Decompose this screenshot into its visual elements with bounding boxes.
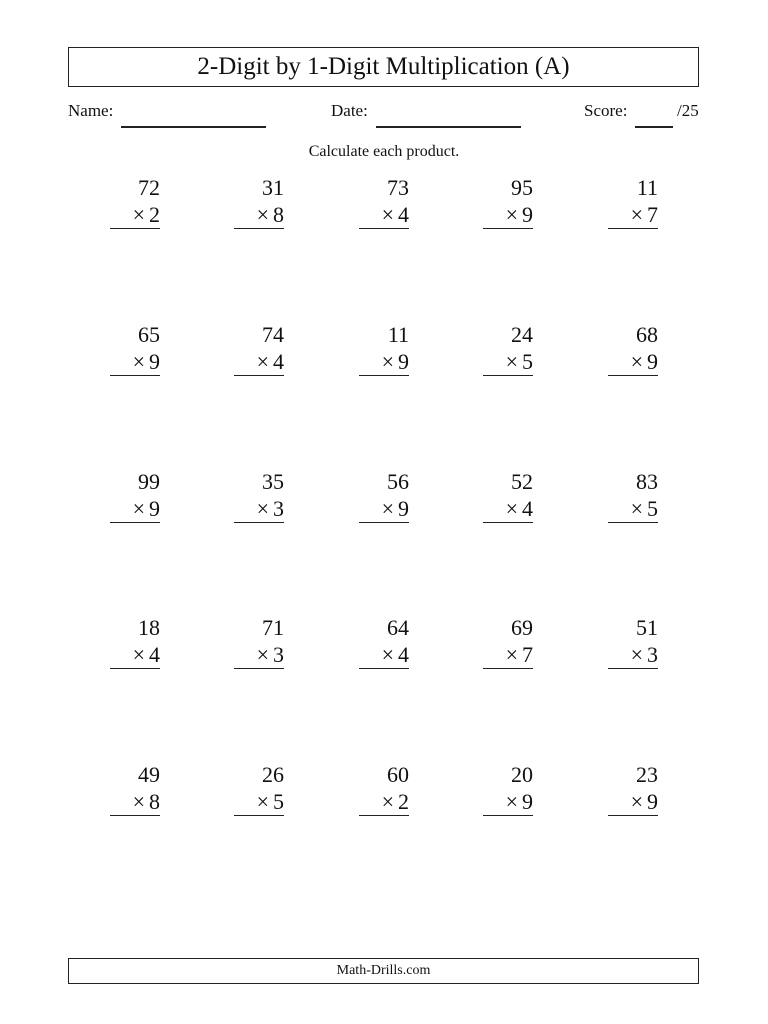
times-sign: × [381,496,394,521]
multiplier-row [110,348,160,376]
multiplicand: 51 [636,615,658,640]
times-sign: × [505,789,518,814]
problem-22 [214,761,284,816]
multiplier-row [110,641,160,669]
multiplier-row [234,495,284,523]
multiplier-row [359,495,409,523]
multiplier-row [483,201,533,229]
times-sign: × [381,789,394,814]
multiplier: 7 [522,642,533,667]
times-sign: × [505,202,518,227]
multiplier-row [608,495,658,523]
multiplier-row [234,348,284,376]
multiplier: 9 [398,349,409,374]
times-sign: × [505,496,518,521]
times-sign: × [256,789,269,814]
times-sign: × [132,202,145,227]
multiplicand: 26 [262,762,284,787]
multiplier: 4 [398,642,409,667]
problem-16 [90,614,160,669]
name-label: Name: [68,101,114,120]
multiplier: 3 [273,642,284,667]
multiplier-row [483,788,533,816]
multiplicand: 73 [387,175,409,200]
multiplicand: 60 [387,762,409,787]
multiplier-row [483,348,533,376]
times-sign: × [256,202,269,227]
multiplier: 4 [398,202,409,227]
multiplier: 9 [522,789,533,814]
times-sign: × [630,642,643,667]
multiplicand: 49 [138,762,160,787]
multiplier-row [359,788,409,816]
problem-11 [90,468,160,523]
multiplicand: 99 [138,469,160,494]
multiplicand: 64 [387,615,409,640]
multiplier: 9 [149,496,160,521]
multiplier: 8 [273,202,284,227]
score-label: Score: [584,101,628,120]
times-sign: × [630,202,643,227]
problem-4 [463,174,533,229]
multiplier: 4 [522,496,533,521]
multiplier: 9 [398,496,409,521]
multiplicand: 11 [387,322,409,347]
multiplier-row [608,788,658,816]
problem-8 [339,321,409,376]
multiplier: 8 [149,789,160,814]
multiplier-row [483,641,533,669]
times-sign: × [381,202,394,227]
multiplicand: 74 [262,322,284,347]
multiplicand: 20 [511,762,533,787]
problem-12 [214,468,284,523]
multiplier-row [608,201,658,229]
times-sign: × [132,642,145,667]
multiplier-row [234,788,284,816]
multiplier-row [359,348,409,376]
multiplicand: 83 [636,469,658,494]
times-sign: × [630,349,643,374]
multiplier: 2 [398,789,409,814]
multiplier-row [110,788,160,816]
multiplicand: 71 [262,615,284,640]
problem-5 [588,174,658,229]
problem-1 [90,174,160,229]
multiplier-row [359,201,409,229]
multiplier: 3 [273,496,284,521]
multiplier: 5 [647,496,658,521]
multiplier: 5 [273,789,284,814]
multiplier-row [110,201,160,229]
multiplier: 4 [149,642,160,667]
multiplicand: 68 [636,322,658,347]
multiplier-row [483,495,533,523]
footer [68,958,699,984]
date-label: Date: [331,101,368,120]
multiplier: 5 [522,349,533,374]
times-sign: × [505,349,518,374]
problem-6 [90,321,160,376]
multiplicand: 18 [138,615,160,640]
problem-25 [588,761,658,816]
instructions: Calculate each product. [308,143,460,160]
times-sign: × [256,349,269,374]
times-sign: × [256,496,269,521]
problem-24 [463,761,533,816]
multiplier-row [608,348,658,376]
problem-18 [339,614,409,669]
problem-2 [214,174,284,229]
multiplier: 9 [522,202,533,227]
multiplier: 9 [647,349,658,374]
problem-19 [463,614,533,669]
multiplier: 9 [149,349,160,374]
problem-3 [339,174,409,229]
times-sign: × [132,496,145,521]
multiplicand: 35 [262,469,284,494]
multiplicand: 23 [636,762,658,787]
multiplier-row [234,641,284,669]
problem-14 [463,468,533,523]
worksheet-title-text: 2-Digit by 1-Digit Multiplication (A) [197,53,570,80]
multiplicand: 95 [511,175,533,200]
multiplier-row [234,201,284,229]
times-sign: × [381,349,394,374]
times-sign: × [132,789,145,814]
times-sign: × [132,349,145,374]
multiplicand: 56 [387,469,409,494]
multiplicand: 11 [636,175,658,200]
problem-7 [214,321,284,376]
multiplicand: 69 [511,615,533,640]
multiplier: 7 [647,202,658,227]
score-total: /25 [677,101,699,120]
multiplier: 3 [647,642,658,667]
times-sign: × [256,642,269,667]
multiplicand: 31 [262,175,284,200]
multiplicand: 65 [138,322,160,347]
multiplicand: 24 [511,322,533,347]
problem-9 [463,321,533,376]
problem-21 [90,761,160,816]
problem-23 [339,761,409,816]
multiplicand: 52 [511,469,533,494]
times-sign: × [381,642,394,667]
multiplier: 9 [647,789,658,814]
multiplier: 4 [273,349,284,374]
problem-10 [588,321,658,376]
problem-13 [339,468,409,523]
times-sign: × [630,496,643,521]
problem-15 [588,468,658,523]
multiplier-row [110,495,160,523]
multiplicand: 72 [138,175,160,200]
problem-17 [214,614,284,669]
multiplier-row [608,641,658,669]
footer-text: Math-Drills.com [336,963,431,978]
multiplier: 2 [149,202,160,227]
problem-20 [588,614,658,669]
multiplier-row [359,641,409,669]
times-sign: × [630,789,643,814]
times-sign: × [505,642,518,667]
